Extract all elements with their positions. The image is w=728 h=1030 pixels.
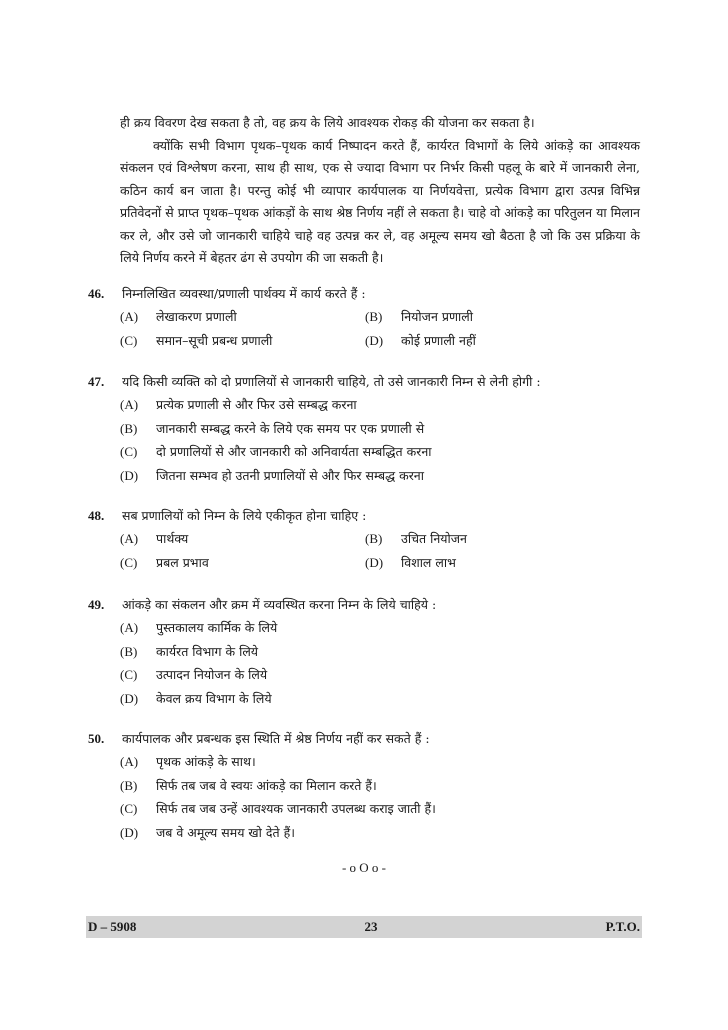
option-label: (B) — [365, 309, 383, 324]
option-text: उचित नियोजन — [401, 531, 467, 546]
option-label: (A) — [120, 309, 139, 324]
option-b — [120, 640, 258, 664]
option-d — [365, 551, 610, 575]
option-d — [365, 329, 610, 353]
option-a — [120, 750, 256, 774]
question-49 — [88, 594, 648, 710]
option-c — [120, 663, 267, 687]
option-a — [120, 393, 357, 417]
option-c — [120, 797, 436, 821]
option-text: केवल क्रय विभाग के लिये — [156, 690, 272, 706]
option-b — [120, 417, 424, 441]
option-text: पुस्तकालय कार्मिक के लिये — [156, 620, 278, 635]
question-number: 48. — [88, 508, 105, 523]
question-50 — [88, 728, 648, 844]
option-text: सिर्फ तब जब उन्हें आवश्यक जानकारी उपलब्ध कराइ जाती हैं। — [156, 801, 436, 816]
option-text: जानकारी सम्बद्ध करने के लिये एक समय पर एक प्रणाली से — [156, 420, 425, 436]
option-label: (C) — [120, 444, 138, 459]
option-text: दो प्रणालियों से और जानकारी को अनिवार्यता सम्बद्धित करना — [156, 444, 432, 459]
question-text: यदि किसी व्यक्ति को दो प्रणालियों से जानकारी चाहिये, तो उसे जानकारी निम्न से लेनी होगी : — [122, 374, 541, 389]
question-46 — [88, 283, 648, 352]
question-number: 49. — [88, 597, 105, 612]
passage — [120, 112, 640, 270]
passage-paragraph: क्योंकि सभी विभाग पृथक–पृथक कार्य निष्पादन करते हैं, कार्यरत विभागों के लिये आंकड़े का आवश्यक संकलन एवं विश्लेषण करना, साथ ही साथ, एक से ज्यादा विभाग पर निर्भर किसी पहलू के बारे में जानकारी लेना, कठिन कार्य बन जाता है। परन्तु कोई भी व्यापार कार्यपालक या निर्णयवेत्ता, प्रत्येक विभाग द्वारा उत्पन्न विभिन्न प्रतिवेदनों से प्राप्त पृथक–पृथक आंकड़ों के साथ श्रेष्ठ निर्णय नहीं ले सकता है। चाहे वो आंकड़े का परितुलन या मिलान कर ले, और उसे जो जानकारी चाहिये चाहे वह उत्पन्न कर ले, वह अमूल्य समय खो बैठता है जो कि उस प्रक्रिया के लिये निर्णय करने में बेहतर ढंग से उपयोग की जा सकती है। — [120, 137, 640, 265]
option-c — [120, 440, 432, 464]
question-text: कार्यपालक और प्रबन्धक इस स्थिति में श्रेष्ठ निर्णय नहीं कर सकते हैं : — [122, 731, 430, 746]
option-text: जब वे अमूल्य समय खो देते हैं। — [156, 824, 295, 840]
question-text: आंकड़े का संकलन और क्रम में व्यवस्थित करना निम्न के लिये चाहिये : — [122, 597, 437, 612]
option-label: (A) — [120, 754, 139, 769]
option-label: (C) — [120, 554, 138, 570]
option-text: विशाल लाभ — [401, 554, 456, 570]
option-b — [120, 774, 377, 798]
option-label: (A) — [120, 397, 139, 412]
question-text: सब प्रणालियों को निम्न के लिये एकीकृत होना चाहिए : — [122, 508, 367, 523]
question-number: 47. — [88, 374, 105, 389]
option-a — [120, 527, 365, 551]
option-d — [120, 464, 424, 488]
option-d — [120, 821, 295, 845]
option-label: (D) — [365, 554, 384, 570]
option-text: प्रत्येक प्रणाली से और फिर उसे सम्बद्ध करना — [156, 397, 357, 412]
option-label: (D) — [365, 332, 384, 348]
option-label: (B) — [120, 420, 138, 436]
option-text: पृथक आंकड़े के साथ। — [156, 754, 256, 769]
footer-bar — [86, 916, 642, 938]
option-b — [365, 527, 610, 551]
option-label: (A) — [120, 531, 139, 546]
option-text: पार्थक्य — [156, 531, 189, 546]
passage-line: ही क्रय विवरण देख सकता है तो, वह क्रय के लिये आवश्यक रोकड़ की योजना कर सकता है। — [120, 115, 535, 130]
pto-label: P.T.O. — [605, 919, 640, 934]
option-a — [120, 305, 365, 329]
option-text: जितना सम्भव हो उतनी प्रणालियों से और फिर सम्बद्ध करना — [156, 467, 424, 483]
option-d — [120, 687, 272, 711]
end-mark: - o O o - — [341, 860, 387, 875]
booklet-code: D – 5908 — [88, 919, 137, 934]
option-label: (C) — [120, 332, 138, 348]
options — [120, 616, 648, 710]
option-text: लेखाकरण प्रणाली — [156, 309, 237, 324]
option-c — [120, 551, 365, 575]
options — [120, 527, 648, 574]
page-number: 23 — [364, 919, 378, 934]
option-label: (C) — [120, 667, 138, 682]
question-47 — [88, 371, 648, 487]
option-label: (A) — [120, 620, 139, 635]
option-text: सिर्फ तब जब वे स्वयः आंकड़े का मिलान करते हैं। — [156, 777, 377, 793]
option-label: (B) — [120, 643, 138, 659]
option-c — [120, 329, 365, 353]
options — [120, 750, 648, 844]
option-text: प्रबल प्रभाव — [156, 554, 209, 570]
option-label: (D) — [120, 690, 139, 706]
option-label: (D) — [120, 824, 139, 840]
option-text: कोई प्रणाली नहीं — [401, 332, 476, 348]
option-label: (C) — [120, 801, 138, 816]
question-number: 46. — [88, 286, 105, 301]
options — [120, 305, 648, 352]
option-label: (B) — [120, 777, 138, 793]
option-text: नियोजन प्रणाली — [401, 309, 473, 324]
option-label: (D) — [120, 467, 139, 483]
question-48 — [88, 505, 648, 574]
options — [120, 393, 648, 487]
option-text: कार्यरत विभाग के लिये — [156, 643, 259, 659]
option-b — [365, 305, 610, 329]
question-number: 50. — [88, 731, 105, 746]
question-text: निम्नलिखित व्यवस्था/प्रणाली पार्थक्य में कार्य करते हैं : — [122, 286, 366, 301]
option-text: समान–सूची प्रबन्ध प्रणाली — [156, 332, 273, 348]
option-text: उत्पादन नियोजन के लिये — [156, 667, 268, 682]
option-label: (B) — [365, 531, 383, 546]
option-a — [120, 616, 277, 640]
